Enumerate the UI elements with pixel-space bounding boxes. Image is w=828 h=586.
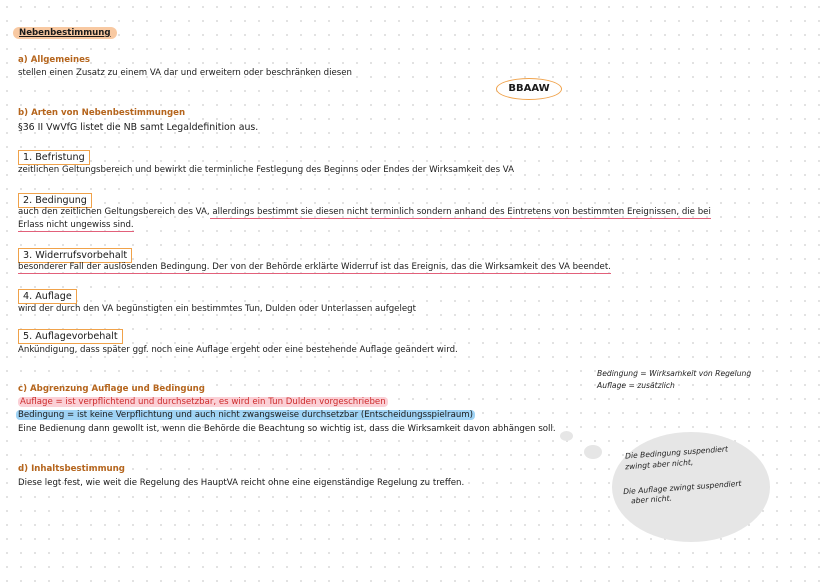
side-note-line-1: Bedingung = Wirksamkeit von Regelung [597,369,752,378]
section-a-text: stellen einen Zusatz zu einem VA dar und erweitern oder beschränken diesen [18,68,352,78]
item-bedingung-text-1a: auch den zeitlichen Geltungsbereich des VA, [18,207,210,217]
section-c-text: Eine Bedienung dann gewollt ist, wenn die Behörde die Beachtung so wichtig ist, dass die Wirksamkeit davon abhängen soll. [18,424,556,434]
cloud-note-line-3: Die Auflage zwingt suspendiert [622,478,742,497]
item-widerrufsvorbehalt-label: 3. Widerrufsvorbehalt [18,248,132,263]
item-befristung-label: 1. Befristung [18,150,90,165]
item-auflage-text: wird der durch den VA begünstigten ein bestimmtes Tun, Dulden oder Unterlassen aufgelegt [18,304,416,314]
section-c-bedingung-span: Bedingung = ist keine Verpflichtung und auch nicht zwangsweise durchsetzbar (Entscheidungsspielraum) [18,410,474,420]
item-bedingung-text-1b: allerdings bestimmt sie diesen nicht terminlich sondern anhand des Eintretens von bestimmten Ereignissen, die bei [209,207,711,217]
item-bedingung-text-2 [18,220,134,231]
cloud-note-line-2: zwingt aber nicht, [624,457,694,472]
bbaaw-badge: BBAAW [496,78,562,100]
section-d-text: Diese legt fest, wie weit die Regelung des HauptVA reicht ohne eine eigenständige Regelung zu treffen. [18,478,465,488]
side-note-line-2: Auflage = zusätzlich [597,381,675,390]
cloud-puff-medium [584,445,602,459]
section-a-heading: a) Allgemeines [18,55,91,65]
item-auflagevorbehalt-text: Ankündigung, dass später ggf. noch eine Auflage ergeht oder eine bestehende Auflage geändert wird. [18,345,458,355]
item-auflagevorbehalt-label: 5. Auflagevorbehalt [18,329,123,344]
section-b-heading: b) Arten von Nebenbestimmungen [18,108,186,118]
section-c-heading: c) Abgrenzung Auflage und Bedingung [18,384,205,394]
item-befristung-text: zeitlichen Geltungsbereich und bewirkt die terminliche Festlegung des Beginns oder Endes der Wirksamkeit des VA [18,165,515,175]
item-widerrufsvorbehalt-text-span: besonderer Fall der auslösenden Bedingung. Der von der Behörde erklärte Widerruf ist das Ereignis, das die Wirksamkeit des VA beendet. [18,262,611,272]
section-c-auflage-span: Auflage = ist verpflichtend und durchsetzbar, es wird ein Tun Dulden vorgeschrieben [20,397,386,407]
section-d-heading: d) Inhaltsbestimmung [18,464,125,474]
section-c-auflage-line [18,397,388,408]
section-b-text: §36 II VwVfG listet die NB samt Legaldefinition aus. [18,122,259,133]
page-title: Nebenbestimmung [13,27,117,39]
cloud-note-line-1: Die Bedingung suspendiert [624,444,729,461]
cloud-puff-small [560,431,573,441]
item-bedingung-text-2-span: Erlass nicht ungewiss sind. [18,220,134,230]
section-c-bedingung-line [16,410,475,421]
item-bedingung-label: 2. Bedingung [18,193,92,208]
item-bedingung-text-1 [18,207,711,218]
item-widerrufsvorbehalt-text [18,262,611,273]
item-auflage-label: 4. Auflage [18,289,77,304]
cloud-note-line-4: aber nicht. [630,493,673,506]
